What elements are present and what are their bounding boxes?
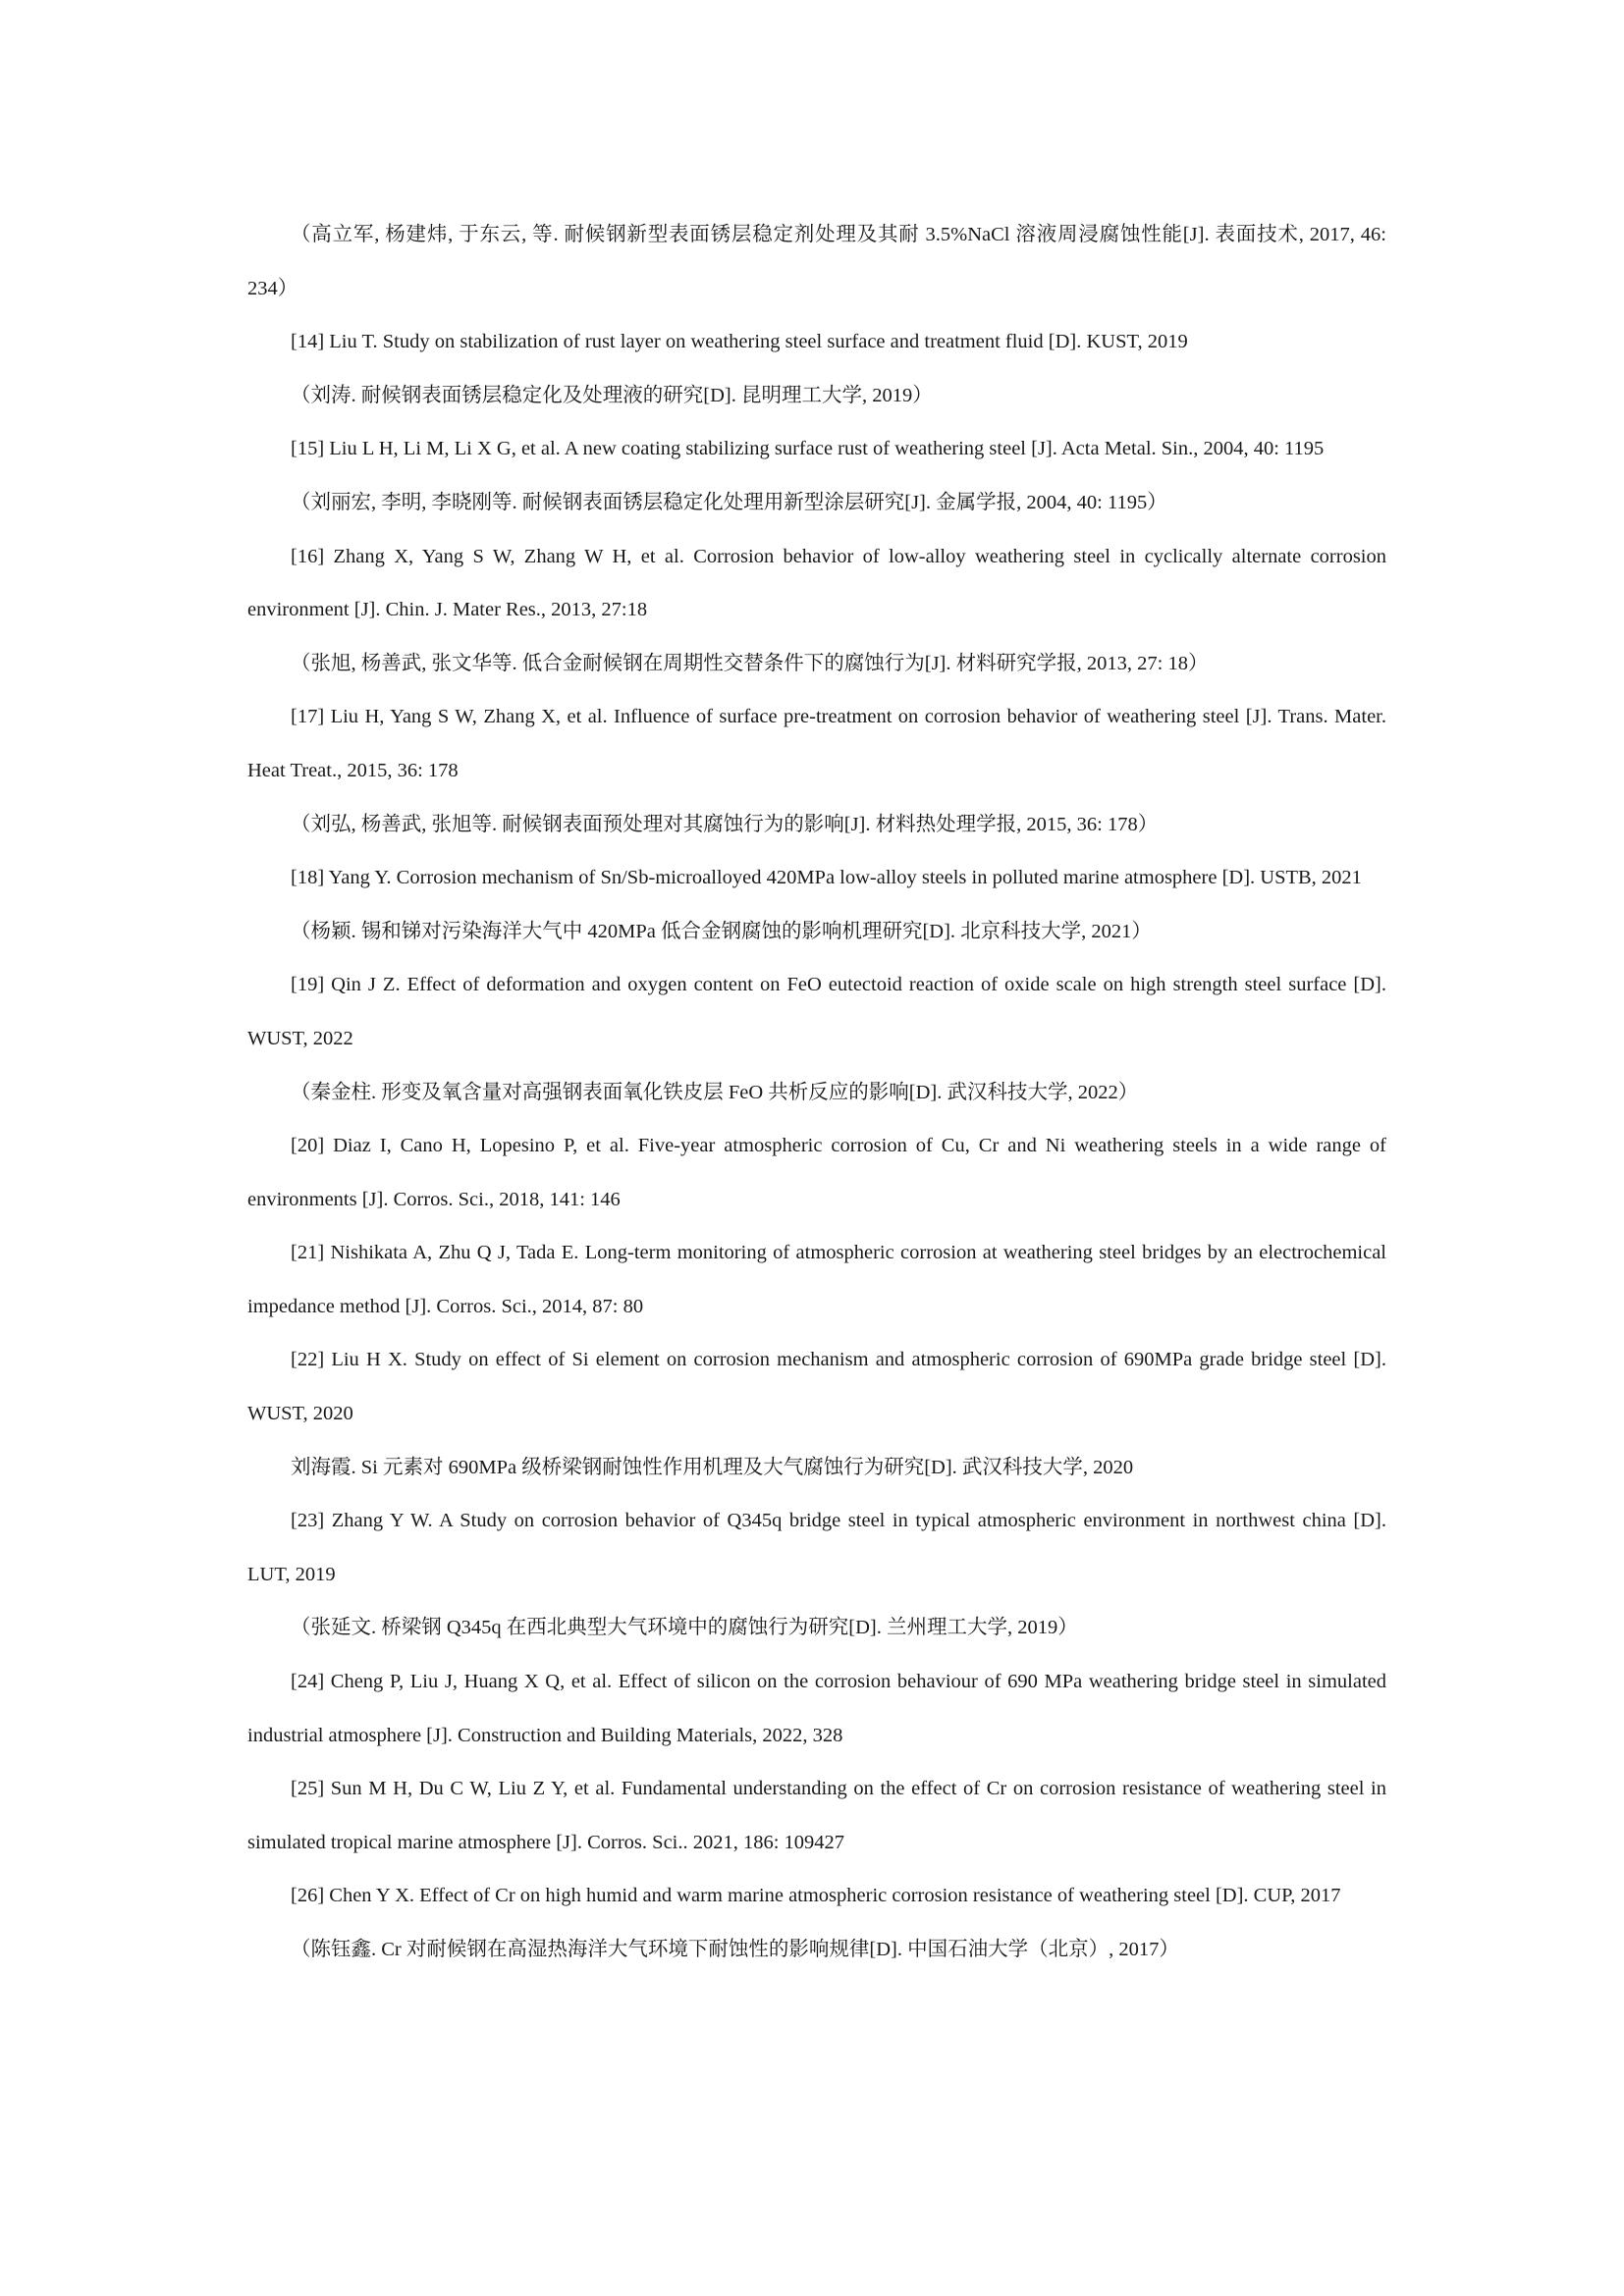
reference-entry-15: [15] Liu L H, Li M, Li X G, et al. A new coating stabilizing surface rust of weathering steel [J]. Acta Metal. Sin., 2004, 40: 1195 — [291, 438, 1325, 460]
reference-entry-26: [26] Chen Y X. Effect of Cr on high humid and warm marine atmospheric corrosion resistance of weathering steel [D]. CUP, 2017 — [291, 1885, 1341, 1907]
reference-entry-15-cn: （刘丽宏, 李明, 李晓刚等. 耐候钢表面锈层稳定化处理用新型涂层研究[J]. 金属学报, 2004, 40: 1195） — [291, 491, 1167, 513]
reference-entry-14: [14] Liu T. Study on stabilization of rust layer on weathering steel surface and treatment fluid [D]. KUST, 2019 — [291, 331, 1188, 353]
reference-list — [247, 208, 1386, 1977]
reference-entry-22-cn: 刘海霞. Si 元素对 690MPa 级桥梁钢耐蚀性作用机理及大气腐蚀行为研究[D]. 武汉科技大学, 2020 — [291, 1456, 1134, 1478]
reference-entry-16-cn: （张旭, 杨善武, 张文华等. 低合金耐候钢在周期性交替条件下的腐蚀行为[J]. 材料研究学报, 2013, 27: 18） — [291, 652, 1209, 674]
reference-entry-18: [18] Yang Y. Corrosion mechanism of Sn/Sb-microalloyed 420MPa low-alloy steels in polluted marine atmosphere [D]. USTB, 2021 — [291, 867, 1362, 889]
reference-entry-14-cn: （刘涛. 耐候钢表面锈层稳定化及处理液的研究[D]. 昆明理工大学, 2019） — [291, 384, 933, 406]
reference-entry-26-cn: （陈钰鑫. Cr 对耐候钢在高湿热海洋大气环境下耐蚀性的影响规律[D]. 中国石油大学（北京）, 2017） — [291, 1939, 1179, 1960]
reference-entry-22: [22] Liu H X. Study on effect of Si element on corrosion mechanism and atmospheric corrosion of 690MPa grade bridge steel [D]. WUST, 2020 — [247, 1349, 1386, 1425]
reference-entry-20: [20] Diaz I, Cano H, Lopesino P, et al. Five-year atmospheric corrosion of Cu, Cr and Ni weathering steels in a wide range of environments [J]. Corros. Sci., 2018, 141: 146 — [247, 1135, 1386, 1210]
reference-entry-19: [19] Qin J Z. Effect of deformation and oxygen content on FeO eutectoid reaction of oxide scale on high strength steel surface [D]. WUST, 2022 — [247, 974, 1386, 1049]
reference-entry-19-cn: （秦金柱. 形变及氧含量对高强钢表面氧化铁皮层 FeO 共析反应的影响[D]. 武汉科技大学, 2022） — [291, 1081, 1139, 1103]
reference-entry-18-cn: （杨颖. 锡和锑对污染海洋大气中 420MPa 低合金钢腐蚀的影响机理研究[D]. 北京科技大学, 2021） — [291, 920, 1152, 942]
reference-entry-17: [17] Liu H, Yang S W, Zhang X, et al. Influence of surface pre-treatment on corrosion behavior of weathering steel [J]. Trans. Mater. Heat Treat., 2015, 36: 178 — [247, 706, 1386, 781]
reference-entry-23: [23] Zhang Y W. A Study on corrosion behavior of Q345q bridge steel in typical atmospheric environment in northwest china [D]. LUT, 2019 — [247, 1510, 1386, 1585]
reference-entry-21: [21] Nishikata A, Zhu Q J, Tada E. Long-term monitoring of atmospheric corrosion at weathering steel bridges by an electrochemical impedance method [J]. Corros. Sci., 2014, 87: 80 — [247, 1242, 1386, 1317]
reference-entry-24: [24] Cheng P, Liu J, Huang X Q, et al. Effect of silicon on the corrosion behaviour of 690 MPa weathering bridge steel in simulated industrial atmosphere [J]. Construction and Building Materials, 2022, 328 — [247, 1671, 1386, 1746]
reference-entry-17-cn: （刘弘, 杨善武, 张旭等. 耐候钢表面预处理对其腐蚀行为的影响[J]. 材料热处理学报, 2015, 36: 178） — [291, 813, 1159, 835]
reference-entry-25: [25] Sun M H, Du C W, Liu Z Y, et al. Fundamental understanding on the effect of Cr on corrosion resistance of weathering steel in simulated tropical marine atmosphere [J]. Corros. Sci.. 2021, 186: 109427 — [247, 1778, 1386, 1853]
reference-entry-cn: （高立军, 杨建炜, 于东云, 等. 耐候钢新型表面锈层稳定剂处理及其耐 3.5%NaCl 溶液周浸腐蚀性能[J]. 表面技术, 2017, 46: 234） — [247, 224, 1386, 299]
reference-entry-23-cn: （张延文. 桥梁钢 Q345q 在西北典型大气环境中的腐蚀行为研究[D]. 兰州理工大学, 2019） — [291, 1617, 1078, 1639]
reference-entry-16: [16] Zhang X, Yang S W, Zhang W H, et al. Corrosion behavior of low-alloy weathering steel in cyclically alternate corrosion environment [J]. Chin. J. Mater Res., 2013, 27:18 — [247, 545, 1386, 621]
